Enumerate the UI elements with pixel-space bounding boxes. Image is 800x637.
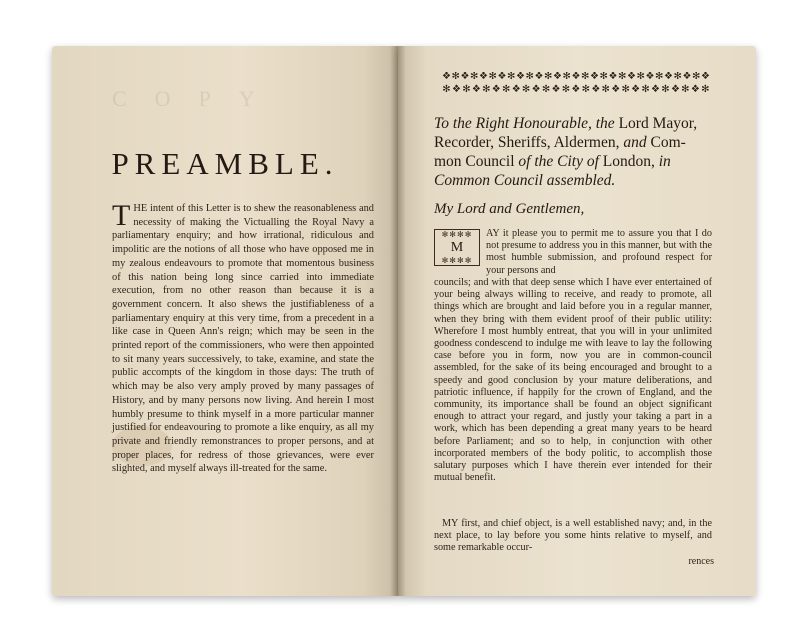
address-text: London, (602, 153, 655, 170)
ornament-icon: ✻ (661, 84, 670, 94)
ornament-icon: ❖ (631, 84, 641, 94)
ornament-icon: ✻ (673, 72, 682, 82)
ornamental-drop-cap (434, 229, 480, 266)
ornament-icon: ❖ (664, 72, 673, 82)
page-title: PREAMBLE. (111, 146, 339, 181)
address-text: mon Council (434, 153, 515, 170)
ornament-icon: ✻ (641, 84, 650, 94)
ornament-icon: ❖ (471, 84, 481, 94)
ornament-icon: ❖ (442, 72, 451, 82)
ornament-icon: ✻ (451, 72, 460, 82)
ornament-icon: ✻ (618, 72, 627, 82)
ornament-icon: ❖ (460, 72, 470, 82)
ornament-icon: ❖ (553, 72, 562, 82)
ornament-icon: ❖ (451, 84, 461, 94)
ornament-icon: ✻✻✻✻ (441, 230, 473, 239)
ornament-icon: ✻✻✻✻ (441, 256, 473, 265)
ornament-icon: ✻ (692, 72, 701, 82)
ornament-icon: ✻ (525, 72, 534, 82)
ornament-icon: ✻ (462, 84, 471, 94)
ornament-icon: ❖ (497, 72, 507, 82)
ornament-icon: ❖ (627, 72, 636, 82)
ornament-icon: ❖ (571, 72, 581, 82)
ornament-icon: ✻ (541, 84, 551, 94)
ornament-icon: ❖ (516, 72, 525, 82)
salutation: My Lord and Gentlemen, (434, 201, 585, 217)
ornament-icon: ✻ (488, 72, 497, 82)
ornament-icon: ✻ (561, 84, 571, 94)
address-heading (434, 114, 734, 190)
ornament-icon: ✻ (621, 84, 630, 94)
preamble-body: HE intent of this Letter is to shew the reasonableness and necessity of making the Victualling the Royal Navy a parliamentary enquiry; and how irrational, ridiculous and impolitic are the notions of all those who have opposed me in my zealous endeavours to promote that momentous business of this nation being long since carried into immediate execution, from no other reason than because it is a government concern. It also shews the justifiableness of a parliamentary enquiry at this very time, from a precedent in a like case in Queen Ann's reign; which may be seen in the printed report of the commissioners, who were then appointed to sit many years successively, to take, examine, and state the public accompts of the kingdom in those days: The truth of which may be also very amply proved by many passages of History, and by many persons now living. And herein I most humbly presume to think myself in a more particular manner justified for endeavouring to promote a like enquiry, as all my private and friendly remonstrances to proper persons, and at proper places, for redress of those grievances, were ever slighted, and myself always ill-treated for the same. (112, 203, 374, 475)
ornament-icon: ❖ (591, 84, 601, 94)
ornament-icon: ✻ (636, 72, 645, 82)
ornament-icon: ✻ (601, 84, 610, 94)
ornament-icon: ❖ (551, 84, 561, 94)
ornament-icon: ❖ (651, 84, 660, 94)
address-text: To the Right Honourable, the (434, 115, 619, 132)
ornament-icon: ✻ (655, 72, 664, 82)
preamble-text (112, 199, 374, 476)
ornament-icon: ❖ (511, 84, 521, 94)
address-text: of the City of (514, 153, 603, 170)
catchword: rences (688, 556, 714, 567)
right-page (398, 46, 756, 596)
address-text: Recorder, Sheriffs, Aldermen, (434, 134, 620, 151)
address-text: in (654, 153, 671, 170)
letter-second-paragraph: MY first, and chief object, is a well established navy; and, in the next place, to lay before you some hints relative to myself, and some remarkable occur- (434, 518, 712, 554)
ornament-icon: ✻ (502, 84, 511, 94)
ornament-icon: ✻ (482, 84, 491, 94)
ornament-icon: ✻ (442, 84, 451, 94)
ornament-icon: ❖ (479, 72, 488, 82)
open-book (52, 46, 756, 596)
ornament-icon: ❖ (491, 84, 501, 94)
ornament-icon: ✻ (562, 72, 571, 82)
ornament-icon: ✻ (507, 72, 516, 82)
drop-cap: M (450, 239, 464, 255)
letter-body: councils; and with that deep sense which I have ever entertained of your being always willing to receive, and ready to promote, all things which are brought and laid before you in a regular manner, when they bring with them evident proof of their public utility: Wherefore I most humbly entreat, that you will in your unlimited goodness condescend to indulge me with leave to lay the following case before you in form, now you are in common-council assembled, for the sake of its being encouraged and brought to a speedy and good conclusion by your mature deliberations, and patriotic influence, if happily for the crown of England, and the community, its importance shall be found an object significant enough to attract your regard, and justly your taking a part in a work, which has been depending a great many years to be heard before Parliament; and so to help, in conjunction with other incorporated members of the body politic, to accomplish those salutary purposes which I have therein ever intended for their mutual benefit. (434, 277, 712, 484)
address-text: Common Council assembled. (434, 172, 616, 189)
ornament-icon: ❖ (682, 72, 692, 82)
ornament-icon: ✻ (701, 84, 710, 94)
ornament-icon: ✻ (581, 84, 591, 94)
ornament-icon: ✻ (581, 72, 590, 82)
show-through-text: COPY (112, 86, 283, 111)
ornament-icon: ❖ (645, 72, 655, 82)
ornament-icon: ❖ (590, 72, 599, 82)
ornament-icon: ✻ (681, 84, 690, 94)
address-text: and (619, 134, 651, 151)
ornament-icon: ✻ (544, 72, 553, 82)
left-page (52, 46, 398, 596)
ornament-icon: ❖ (608, 72, 618, 82)
address-text: Lord Mayor, (618, 115, 698, 132)
ornament-icon: ❖ (670, 84, 680, 94)
address-text: Com- (650, 134, 686, 151)
ornament-icon: ❖ (690, 84, 700, 94)
letter-opening: AY it please you to permit me to assure you that I do not presume to address you in this manner, but with the most humble submission, and profound respect for your persons and (486, 228, 712, 276)
ornament-icon: ❖ (571, 84, 581, 94)
ornament-icon: ❖ (534, 72, 544, 82)
ornament-icon: ❖ (611, 84, 621, 94)
ornament-band (442, 72, 710, 94)
drop-cap: T (112, 199, 131, 232)
ornament-icon: ✻ (599, 72, 608, 82)
ornament-icon: ✻ (521, 84, 531, 94)
ornament-icon: ❖ (531, 84, 541, 94)
ornament-icon: ✻ (470, 72, 479, 82)
ornament-icon: ❖ (701, 72, 710, 82)
